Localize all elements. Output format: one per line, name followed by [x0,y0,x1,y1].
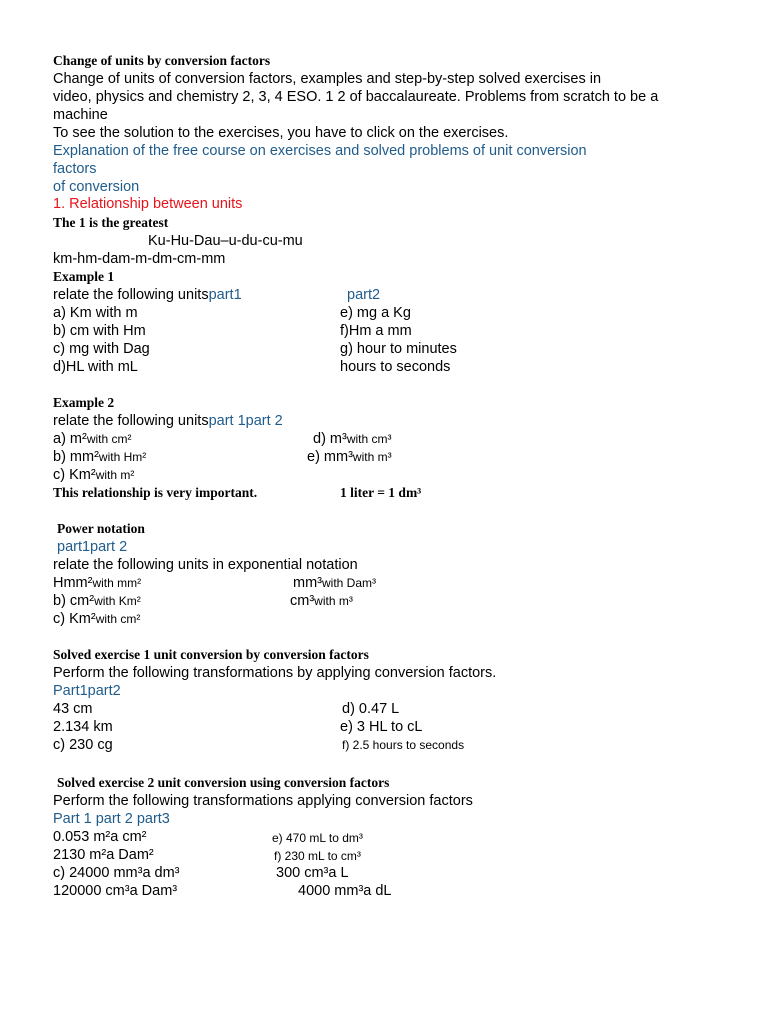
important-note: This relationship is very important. [53,485,258,500]
liter-equivalence: 1 liter = 1 dm³ [340,485,422,500]
example1-item-a: a) Km with m [53,305,138,321]
example2-parts-link[interactable]: part 1part 2 [208,413,283,429]
exercise2-item-b: 2130 m²a Dam² [53,847,154,863]
power-item-e [290,592,353,610]
course-link-line-3[interactable]: of conversion [53,179,140,195]
greatest-heading: The 1 is the greatest [53,215,169,230]
power-item-d-with: with Dam³ [322,576,377,590]
document-title: Change of units by conversion factors [53,53,271,68]
example2-item-d-unit: d) m³ [313,431,347,447]
exercise2-item-e: e) 470 mL to dm³ [272,831,363,845]
exercise1-item-e: e) 3 HL to cL [340,719,423,735]
example1-prompt [53,286,242,304]
exercise1-prompt: Perform the following transformations by applying conversion factors. [53,665,497,681]
example2-item-e-with: with m³ [352,450,392,464]
power-item-a [53,574,141,592]
power-item-d-unit: mm³ [293,575,322,591]
example2-item-e-unit: e) mm³ [307,449,353,465]
power-heading: Power notation [57,521,145,536]
power-item-e-with: with m³ [314,594,353,608]
exercise1-item-a: 43 cm [53,701,93,717]
example1-item-b: b) cm with Hm [53,323,146,339]
example1-item-f: f)Hm a mm [340,323,412,339]
exercise1-heading: Solved exercise 1 unit conversion by conversion factors [53,647,369,662]
power-item-c-unit: c) Km² [53,611,96,627]
intro-line-1: Change of units of conversion factors, examples and step-by-step solved exercises in [53,71,602,87]
intro-line-2: video, physics and chemistry 2, 3, 4 ESO. 1 2 of baccalaureate. Problems from scratch to be a [53,89,659,105]
mnemonic: Ku-Hu-Dau–u-du-cu-mu [148,233,303,249]
example1-part2-link[interactable]: part2 [347,287,381,303]
exercise2-heading: Solved exercise 2 unit conversion using conversion factors [57,775,390,790]
example2-prompt-text: relate the following units [53,413,209,429]
example2-item-b-with: with Hm² [98,450,147,464]
course-link-line-1[interactable]: Explanation of the free course on exercises and solved problems of unit conversion [53,143,587,159]
power-item-b [53,592,141,610]
example1-item-h: hours to seconds [340,359,451,375]
example2-item-c-unit: c) Km² [53,467,96,483]
units-line: km-hm-dam-m-dm-cm-mm [53,251,226,267]
example1-part1-link[interactable]: part1 [208,287,242,303]
exercise2-item-a: 0.053 m²a cm² [53,829,147,845]
exercise1-item-d: d) 0.47 L [342,701,400,717]
exercise2-parts-link[interactable]: Part 1 part 2 part3 [53,811,170,827]
example2-item-a-with: with cm² [86,432,132,446]
exercise2-item-c: c) 24000 mm³a dm³ [53,865,180,881]
power-item-a-unit: Hmm² [53,575,93,591]
example2-item-b-unit: b) mm² [53,449,99,465]
example2-item-c-with: with m² [95,468,135,482]
power-item-b-with: with Km² [94,594,141,608]
example1-item-c: c) mg with Dag [53,341,150,357]
example2-item-a [53,430,132,448]
example1-heading: Example 1 [53,269,115,284]
power-parts-link[interactable]: part1part 2 [57,539,128,555]
course-link-line-2[interactable]: factors [53,161,97,177]
exercise2-item-h: 4000 mm³a dL [298,883,392,899]
power-item-a-with: with mm² [92,576,142,590]
power-item-e-unit: cm³ [290,593,315,609]
section-heading-relationship: 1. Relationship between units [53,196,243,212]
example1-item-e: e) mg a Kg [340,305,411,321]
exercise2-item-f: f) 230 mL to cm³ [274,849,361,863]
example2-item-a-unit: a) m² [53,431,87,447]
intro-line-4: To see the solution to the exercises, you have to click on the exercises. [53,125,509,141]
power-prompt: relate the following units in exponential notation [53,557,358,573]
power-item-b-unit: b) cm² [53,593,95,609]
exercise2-item-d: 120000 cm³a Dam³ [53,883,178,899]
exercise2-prompt: Perform the following transformations applying conversion factors [53,793,473,809]
example2-prompt [53,412,283,430]
power-item-d [293,574,376,592]
example2-item-c [53,466,134,484]
example2-item-b [53,448,146,466]
example2-item-d [313,430,392,448]
example2-heading: Example 2 [53,395,115,410]
exercise1-item-f: f) 2.5 hours to seconds [342,738,465,752]
example1-prompt-text: relate the following units [53,287,209,303]
exercise1-parts-link[interactable]: Part1part2 [53,683,121,699]
example1-item-d: d)HL with mL [53,359,138,375]
example2-item-d-with: with cm³ [346,432,392,446]
exercise1-item-c: c) 230 cg [53,737,113,753]
exercise2-item-g: 300 cm³a L [276,865,349,881]
example2-item-e [307,448,392,466]
example1-item-g: g) hour to minutes [340,341,457,357]
exercise1-item-b: 2.134 km [53,719,113,735]
intro-line-3: machine [53,107,108,123]
power-item-c [53,610,140,628]
power-item-c-with: with cm² [95,612,141,626]
